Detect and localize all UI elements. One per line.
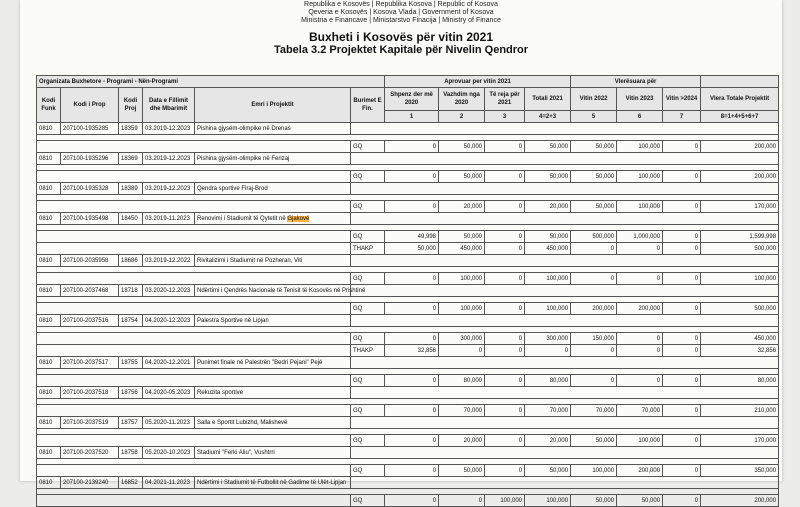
header-vitin-2024: Vitin >2024 [663, 88, 701, 111]
row-spacer-cell [351, 183, 779, 195]
funding-blank-cell [37, 375, 351, 387]
kodi-prop-cell: 207100-1935296 [61, 153, 119, 165]
kodi-funk-cell: 0810 [37, 357, 61, 369]
value-cell-v8: 1,599,998 [701, 231, 779, 243]
funding-row [37, 201, 779, 213]
data-cell: 04.2020-05.2023 [143, 387, 195, 399]
value-cell-v7: 0 [663, 495, 701, 507]
header-index-4: 4=2+3 [525, 111, 571, 123]
value-cell-v6: 200,000 [617, 465, 663, 477]
funding-blank-cell [37, 171, 351, 183]
value-cell-v5: 0 [571, 243, 617, 255]
project-row [37, 183, 779, 195]
funding-blank-cell [37, 495, 351, 507]
funding-row [37, 333, 779, 345]
project-name: Ndërtimi i Qendrës Nacionale të Tenisit të Kosovës në Prishtinë [197, 287, 366, 294]
funding-blank-cell [37, 465, 351, 477]
value-cell-v4: 50,000 [525, 141, 571, 153]
funding-blank-cell [37, 303, 351, 315]
header-te-reja: Të reja për 2021 [485, 88, 525, 111]
value-cell-v4: 100,000 [525, 495, 571, 507]
funding-row [37, 435, 779, 447]
row-spacer-cell [351, 153, 779, 165]
value-cell-v5: 50,000 [571, 201, 617, 213]
funding-row [37, 231, 779, 243]
value-cell-v7: 0 [663, 201, 701, 213]
value-cell-v5: 50,000 [571, 171, 617, 183]
value-cell-v1: 0 [385, 375, 439, 387]
value-cell-v5: 0 [571, 273, 617, 285]
header-kodi-proj: Kodi Proj [119, 88, 143, 123]
value-cell-v1: 0 [385, 201, 439, 213]
value-cell-v5: 500,000 [571, 231, 617, 243]
value-cell-v3: 0 [485, 333, 525, 345]
row-spacer-cell [351, 417, 779, 429]
project-name: Pishina gjysëm-olimpike në Ferizaj [197, 155, 290, 162]
funding-source-cell: THAKP [351, 345, 385, 357]
kodi-prop-cell: 207100-1935285 [61, 123, 119, 135]
project-name: Palestra Sportive në Lipjan [197, 317, 269, 324]
kodi-proj-cell: 18369 [119, 153, 143, 165]
kodi-prop-cell: 207100-2037519 [61, 417, 119, 429]
value-cell-v4: 20,000 [525, 201, 571, 213]
value-cell-v2: 50,000 [439, 231, 485, 243]
value-cell-v8: 200,000 [701, 495, 779, 507]
emri-cell [195, 447, 351, 459]
header-vitin-2022: Vitin 2022 [571, 88, 617, 111]
data-cell: 05.2020-11.2023 [143, 417, 195, 429]
value-cell-v1: 49,998 [385, 231, 439, 243]
value-cell-v4: 300,000 [525, 333, 571, 345]
kodi-proj-cell: 18718 [119, 285, 143, 297]
header-index-8: 8=1+4+5+6+7 [701, 111, 779, 123]
value-cell-v1: 0 [385, 435, 439, 447]
project-name: Rivitalizimi i Stadiumit në Pozheran, Viti [197, 257, 303, 264]
value-cell-v8: 200,000 [701, 171, 779, 183]
funding-source-cell: GQ [351, 141, 385, 153]
value-cell-v2: 80,000 [439, 375, 485, 387]
funding-blank-cell [37, 333, 351, 345]
kodi-proj-cell: 18359 [119, 123, 143, 135]
header-index-6: 6 [617, 111, 663, 123]
value-cell-v4: 80,000 [525, 375, 571, 387]
data-cell: 03.2019-12.2022 [143, 255, 195, 267]
kodi-prop-cell: 207100-2037516 [61, 315, 119, 327]
funding-source-cell: GQ [351, 273, 385, 285]
kodi-prop-cell: 207100-2037517 [61, 357, 119, 369]
value-cell-v8: 350,000 [701, 465, 779, 477]
kodi-funk-cell: 0810 [37, 285, 61, 297]
value-cell-v2: 100,000 [439, 273, 485, 285]
kodi-proj-cell: 18450 [119, 213, 143, 225]
value-cell-v4: 100,000 [525, 273, 571, 285]
value-cell-v5: 0 [571, 375, 617, 387]
emri-cell [195, 315, 351, 327]
kodi-proj-cell: 18756 [119, 387, 143, 399]
funding-row [37, 273, 779, 285]
value-cell-v3: 0 [485, 465, 525, 477]
document-title: Buxheti i Kosovës për vitin 2021 [308, 30, 494, 44]
funding-blank-cell [37, 435, 351, 447]
kodi-funk-cell: 0810 [37, 417, 61, 429]
value-cell-v7: 0 [663, 465, 701, 477]
kodi-proj-cell: 18757 [119, 417, 143, 429]
header-data: Data e Fillimit dhe Mbarimit [143, 88, 195, 123]
value-cell-v5: 0 [571, 345, 617, 357]
project-name: Punimet finale në Palestrën "Bedri Pejani" Pejë [197, 359, 323, 366]
data-cell: 04.2020-12.2023 [143, 315, 195, 327]
header-vlera-totale: Vlera Totale Projektit [701, 88, 779, 111]
document-page [20, 0, 782, 504]
value-cell-v3: 0 [485, 171, 525, 183]
project-name: Rekuzita sportive [197, 389, 244, 396]
funding-source-cell: GQ [351, 303, 385, 315]
value-cell-v6: 50,000 [617, 495, 663, 507]
emri-cell [195, 477, 351, 489]
row-spacer-cell [351, 255, 779, 267]
funding-blank-cell [37, 345, 351, 357]
kodi-funk-cell: 0810 [37, 387, 61, 399]
kodi-funk-cell: 0810 [37, 153, 61, 165]
value-cell-v7: 0 [663, 231, 701, 243]
value-cell-v6: 0 [617, 375, 663, 387]
value-cell-v4: 50,000 [525, 465, 571, 477]
value-cell-v7: 0 [663, 405, 701, 417]
value-cell-v3: 0 [485, 201, 525, 213]
value-cell-v1: 0 [385, 495, 439, 507]
funding-blank-cell [37, 273, 351, 285]
value-cell-v3: 0 [485, 231, 525, 243]
kodi-prop-cell: 207100-2037518 [61, 387, 119, 399]
value-cell-v4: 50,000 [525, 231, 571, 243]
value-cell-v6: 0 [617, 345, 663, 357]
funding-source-cell: GQ [351, 231, 385, 243]
value-cell-v3: 0 [485, 303, 525, 315]
value-cell-v8: 200,000 [701, 141, 779, 153]
value-cell-v2: 50,000 [439, 141, 485, 153]
kodi-prop-cell: 207100-2035958 [61, 255, 119, 267]
header-line-3: Ministria e Financave | Ministarstvo Finacija | Ministry of Finance [301, 17, 501, 24]
value-cell-v8: 210,000 [701, 405, 779, 417]
header-index-3: 3 [485, 111, 525, 123]
government-header [20, 0, 782, 25]
projects-body [37, 123, 779, 507]
value-cell-v2: 20,000 [439, 201, 485, 213]
value-cell-v5: 50,000 [571, 495, 617, 507]
value-cell-v1: 0 [385, 171, 439, 183]
value-cell-v6: 0 [617, 333, 663, 345]
value-cell-v3: 0 [485, 141, 525, 153]
project-name: Qendra sportive Firaj-Brod [197, 185, 268, 192]
emri-cell [195, 255, 351, 267]
data-cell: 03.2019-12.2023 [143, 183, 195, 195]
value-cell-v8: 500,000 [701, 243, 779, 255]
data-cell: 04.2021-11.2023 [143, 477, 195, 489]
value-cell-v4: 50,000 [525, 171, 571, 183]
data-cell: 03.2019-12.2023 [143, 153, 195, 165]
project-name-highlight: Gjakovë [287, 215, 310, 222]
value-cell-v4: 0 [525, 345, 571, 357]
kodi-proj-cell: 18686 [119, 255, 143, 267]
funding-row [37, 375, 779, 387]
emri-cell [195, 183, 351, 195]
value-cell-v7: 0 [663, 141, 701, 153]
kodi-funk-cell: 0810 [37, 315, 61, 327]
project-name: Renovimi i Stadiumit të Qytetit në [197, 215, 288, 222]
value-cell-v2: 50,000 [439, 465, 485, 477]
header-line-1: Republika e Kosovës | Republika Kosova | Republic of Kosova [304, 1, 498, 8]
value-cell-v2: 0 [439, 345, 485, 357]
funding-blank-cell [37, 141, 351, 153]
value-cell-v2: 100,000 [439, 303, 485, 315]
row-spacer-cell [351, 447, 779, 459]
emri-cell [195, 285, 366, 297]
header-kodi-prop: Kodi i Prop [61, 88, 119, 123]
funding-row [37, 465, 779, 477]
header-index-1: 1 [385, 111, 439, 123]
value-cell-v3: 0 [485, 345, 525, 357]
header-vitin-2023: Vitin 2023 [617, 88, 663, 111]
funding-source-cell: GQ [351, 333, 385, 345]
header-emri: Emri i Projektit [195, 88, 351, 123]
project-row [37, 153, 779, 165]
value-cell-v2: 50,000 [439, 171, 485, 183]
project-row [37, 387, 779, 399]
header-vazhdim: Vazhdim nga 2020 [439, 88, 485, 111]
kodi-proj-cell: 16852 [119, 477, 143, 489]
value-cell-v2: 300,000 [439, 333, 485, 345]
project-row [37, 213, 779, 225]
value-cell-v7: 0 [663, 303, 701, 315]
value-cell-v2: 450,000 [439, 243, 485, 255]
data-cell: 03.2020-12.2023 [143, 285, 195, 297]
value-cell-v5: 50,000 [571, 141, 617, 153]
project-row [37, 447, 779, 459]
value-cell-v5: 70,000 [571, 405, 617, 417]
value-cell-v5: 200,000 [571, 303, 617, 315]
value-cell-v1: 0 [385, 333, 439, 345]
value-cell-v8: 32,856 [701, 345, 779, 357]
value-cell-v8: 170,000 [701, 435, 779, 447]
header-index-7: 7 [663, 111, 701, 123]
project-row [37, 357, 779, 369]
value-cell-v3: 0 [485, 405, 525, 417]
funding-row [37, 243, 779, 255]
header-index-5: 5 [571, 111, 617, 123]
value-cell-v1: 0 [385, 405, 439, 417]
kodi-proj-cell: 18754 [119, 315, 143, 327]
funding-source-cell: GQ [351, 405, 385, 417]
value-cell-v8: 170,000 [701, 201, 779, 213]
kodi-prop-cell: 207100-1935328 [61, 183, 119, 195]
data-cell: 03.2019-11.2023 [143, 213, 195, 225]
header-group-approved: Aprovuar per vitin 2021 [385, 76, 571, 88]
value-cell-v6: 70,000 [617, 405, 663, 417]
project-name: Pishina gjysëm-olimpike në Drenas [197, 125, 291, 132]
row-spacer-cell [351, 387, 779, 399]
value-cell-v2: 70,000 [439, 405, 485, 417]
value-cell-v4: 70,000 [525, 405, 571, 417]
header-line-2: Qeveria e Kosovës | Kosova Vlada | Government of Kosova [308, 9, 494, 16]
value-cell-v4: 20,000 [525, 435, 571, 447]
value-cell-v3: 0 [485, 243, 525, 255]
kodi-funk-cell: 0810 [37, 255, 61, 267]
value-cell-v1: 32,856 [385, 345, 439, 357]
funding-source-cell: GQ [351, 201, 385, 213]
row-spacer-cell [351, 315, 779, 327]
funding-blank-cell [37, 405, 351, 417]
data-cell: 03.2019-12.2023 [143, 123, 195, 135]
kodi-funk-cell: 0810 [37, 447, 61, 459]
funding-blank-cell [37, 201, 351, 213]
funding-row [37, 345, 779, 357]
funding-source-cell: GQ [351, 171, 385, 183]
kodi-proj-cell: 18389 [119, 183, 143, 195]
project-name: Ndërtimi i Stadiumit të Futbollit në Gadime të Ulët-Lipjan [197, 479, 347, 486]
kodi-prop-cell: 207100-2037520 [61, 447, 119, 459]
value-cell-v1: 0 [385, 303, 439, 315]
header-group-org: Organizata Buxhetore - Programi - Nën-Programi [37, 76, 385, 88]
value-cell-v1: 0 [385, 273, 439, 285]
data-cell: 05.2020-10.2023 [143, 447, 195, 459]
project-row [37, 477, 779, 489]
value-cell-v4: 450,000 [525, 243, 571, 255]
kodi-proj-cell: 18758 [119, 447, 143, 459]
data-cell: 04.2020-12.2021 [143, 357, 195, 369]
value-cell-v7: 0 [663, 333, 701, 345]
funding-source-cell: GQ [351, 495, 385, 507]
emri-cell [195, 417, 351, 429]
kodi-funk-cell: 0810 [37, 477, 61, 489]
row-spacer-cell [351, 123, 779, 135]
value-cell-v1: 50,000 [385, 243, 439, 255]
funding-source-cell: GQ [351, 465, 385, 477]
value-cell-v7: 0 [663, 273, 701, 285]
value-cell-v7: 0 [663, 171, 701, 183]
value-cell-v6: 100,000 [617, 435, 663, 447]
value-cell-v3: 100,000 [485, 495, 525, 507]
value-cell-v7: 0 [663, 345, 701, 357]
funding-blank-cell [37, 231, 351, 243]
row-spacer-cell [351, 213, 779, 225]
capital-projects-table [36, 75, 779, 507]
header-totali: Totali 2021 [525, 88, 571, 111]
header-group-estimated: Vlerësuara për [571, 76, 701, 88]
value-cell-v2: 20,000 [439, 435, 485, 447]
value-cell-v6: 0 [617, 273, 663, 285]
table-title: Tabela 3.2 Projektet Kapitale për Nivelin Qendror [273, 44, 529, 56]
header-group-blank [701, 76, 779, 88]
value-cell-v7: 0 [663, 375, 701, 387]
kodi-funk-cell: 0810 [37, 213, 61, 225]
row-spacer-cell [351, 477, 779, 489]
value-cell-v6: 100,000 [617, 141, 663, 153]
header-kodi-funk: Kodi Funk [37, 88, 61, 123]
emri-cell [195, 123, 351, 135]
value-cell-v1: 0 [385, 465, 439, 477]
emri-cell [195, 387, 351, 399]
value-cell-v6: 100,000 [617, 171, 663, 183]
value-cell-v5: 50,000 [571, 435, 617, 447]
value-cell-v7: 0 [663, 435, 701, 447]
kodi-funk-cell: 0810 [37, 123, 61, 135]
value-cell-v3: 0 [485, 435, 525, 447]
row-spacer-cell [351, 285, 779, 297]
funding-row [37, 495, 779, 507]
value-cell-v1: 0 [385, 141, 439, 153]
project-row [37, 417, 779, 429]
funding-blank-cell [37, 243, 351, 255]
funding-row [37, 405, 779, 417]
project-row [37, 255, 779, 267]
header-index-2: 2 [439, 111, 485, 123]
funding-source-cell: GQ [351, 435, 385, 447]
value-cell-v7: 0 [663, 243, 701, 255]
kodi-prop-cell: 207100-2139240 [61, 477, 119, 489]
project-name: Salla e Sportit Lubizhd, Malishevë [197, 419, 288, 426]
value-cell-v2: 0 [439, 495, 485, 507]
emri-cell [195, 357, 351, 369]
header-burimet: Burimet E Fin. [351, 88, 385, 123]
value-cell-v6: 0 [617, 243, 663, 255]
value-cell-v8: 80,000 [701, 375, 779, 387]
value-cell-v8: 100,000 [701, 273, 779, 285]
value-cell-v6: 1,000,000 [617, 231, 663, 243]
funding-source-cell: GQ [351, 375, 385, 387]
value-cell-v8: 500,000 [701, 303, 779, 315]
kodi-prop-cell: 207100-2037468 [61, 285, 119, 297]
emri-cell [195, 213, 351, 225]
project-row [37, 285, 779, 297]
value-cell-v5: 100,000 [571, 465, 617, 477]
project-row [37, 123, 779, 135]
kodi-proj-cell: 18755 [119, 357, 143, 369]
project-name: Stadiumi "Ferki Aliu", Vushtrri [197, 449, 275, 456]
emri-cell [195, 153, 351, 165]
header-shpenz: Shpenz der më 2020 [385, 88, 439, 111]
funding-source-cell: THAKP [351, 243, 385, 255]
value-cell-v3: 0 [485, 375, 525, 387]
value-cell-v5: 150,000 [571, 333, 617, 345]
value-cell-v6: 200,000 [617, 303, 663, 315]
kodi-prop-cell: 207100-1935498 [61, 213, 119, 225]
funding-row [37, 141, 779, 153]
project-row [37, 315, 779, 327]
value-cell-v3: 0 [485, 273, 525, 285]
funding-row [37, 303, 779, 315]
value-cell-v4: 100,000 [525, 303, 571, 315]
value-cell-v6: 100,000 [617, 201, 663, 213]
row-spacer-cell [351, 357, 779, 369]
value-cell-v8: 450,000 [701, 333, 779, 345]
funding-row [37, 171, 779, 183]
kodi-funk-cell: 0810 [37, 183, 61, 195]
